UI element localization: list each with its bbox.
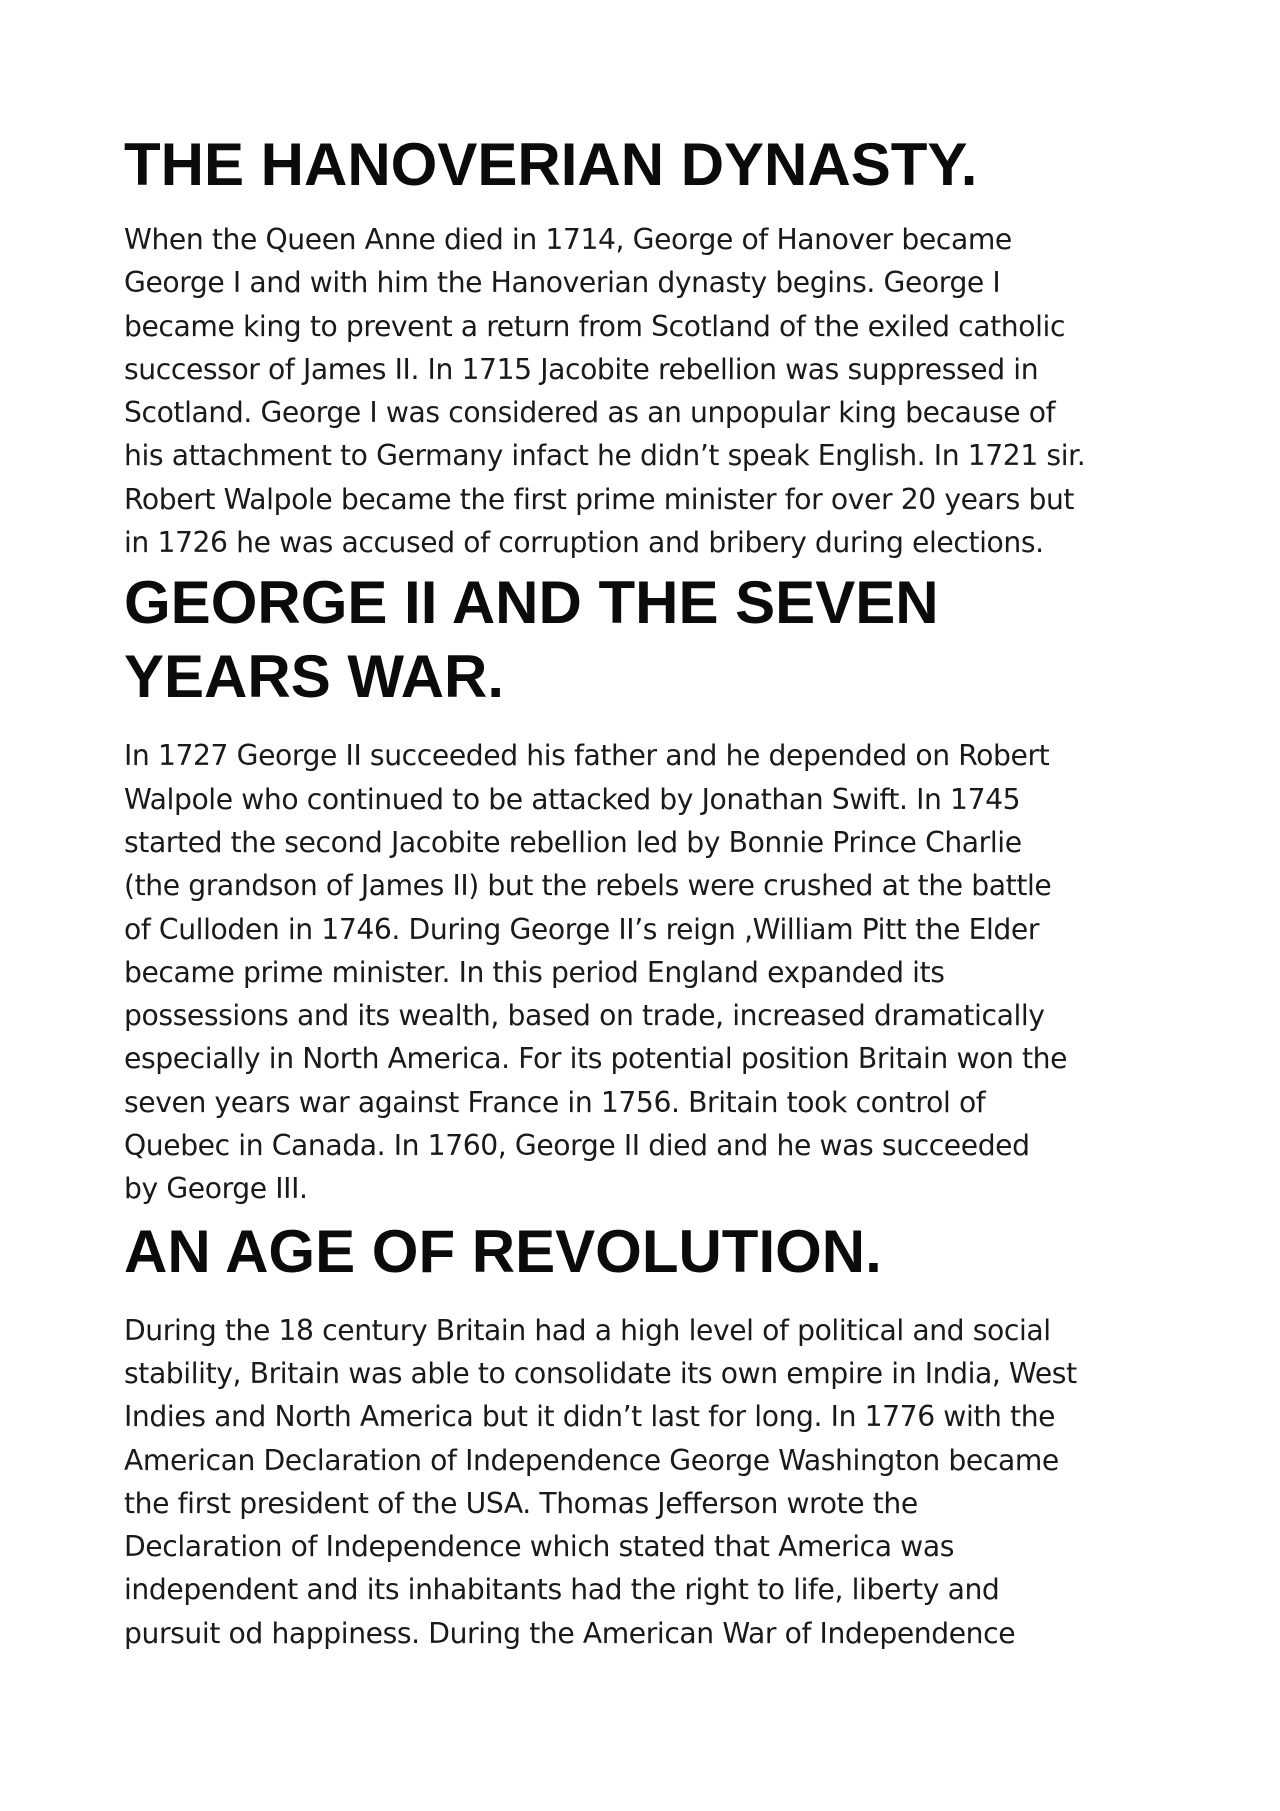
- section-body: In 1727 George II succeeded his father and he depended on Robert Walpole who continued to be attacked by Jonathan Swift. In 1745 started the second Jacobite rebellion led by Bonnie Prince Charlie (the grandson of James II) but the rebels were crushed at the battle of Culloden in 1746. During George II’s reign ,William Pitt the Elder became prime minister. In this period England expanded its possessions and its wealth, based on trade, increased dramatically especially in North America. For its potential position Britain won the seven years war against France in 1756. Britain took control of Quebec in Canada. In 1760, George II died and he was succeeded by George III.: [124, 739, 1068, 1206]
- section-age-of-revolution: [124, 1215, 1184, 1655]
- section-heading: AN AGE OF REVOLUTION.: [124, 1217, 882, 1285]
- section-body: When the Queen Anne died in 1714, George of Hanover became George I and with him the Hanoverian dynasty begins. George I became king to prevent a return from Scotland of the exiled catholic successor of James II. In 1715 Jacobite rebellion was suppressed in Scotland. George I was considered as an unpopular king because of his attachment to Germany infact he didn’t speak English. In 1721 sir. Robert Walpole became the first prime minister for over 20 years but in 1726 he was accused of corruption and bribery during elections.: [124, 223, 1086, 560]
- section-heading: THE HANOVERIAN DYNASTY.: [124, 131, 978, 198]
- document-page: [124, 128, 1184, 1655]
- section-george-ii-seven-years-war: [124, 566, 1184, 1210]
- section-hanoverian-dynasty: [124, 128, 1184, 564]
- section-body: During the 18 century Britain had a high level of political and social stability, Britain was able to consolidate its own empire in India, West Indies and North America but it didn’t last for long. In 1776 with the American Declaration of Independence George Washington became the first president of the USA. Thomas Jefferson wrote the Declaration of Independence which stated that America was independent and its inhabitants had the right to life, liberty and pursuit od happiness. During the American War of Independence: [124, 1313, 1077, 1650]
- section-heading: GEORGE II AND THE SEVEN YEARS WAR.: [124, 569, 939, 711]
